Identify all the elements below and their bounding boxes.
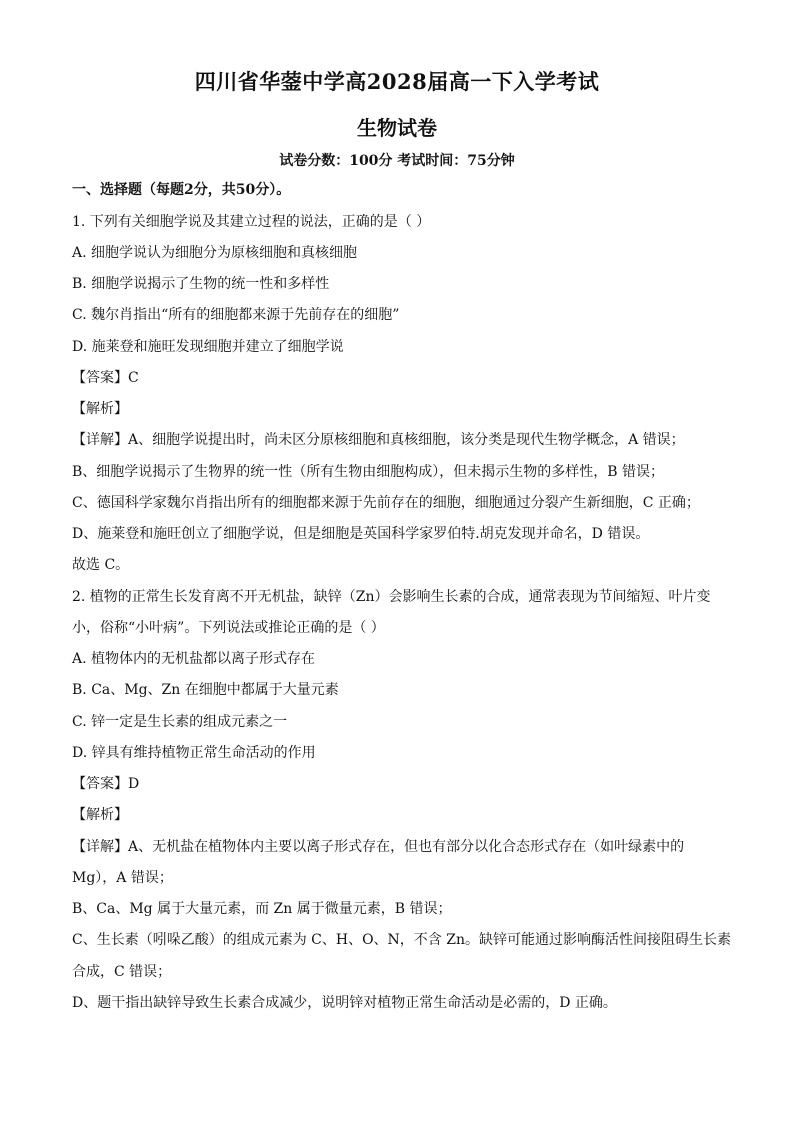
q1-option-d: D. 施莱登和施旺发现细胞并建立了细胞学说 bbox=[72, 339, 344, 355]
q1-detail-line: D、施莱登和施旺创立了细胞学说，但是细胞是英国科学家罗伯特.胡克发现并命名，D 错误。 bbox=[72, 526, 650, 542]
q2-answer: 【答案】D bbox=[72, 776, 140, 792]
q1-analysis-label: 【解析】 bbox=[72, 401, 128, 417]
q2-detail-line: C、生长素（吲哚乙酸）的组成元素为 C、H、O、N，不含 Zn。缺锌可能通过影响酶活性间接阻碍生长素 bbox=[72, 932, 732, 948]
q2-stem-line: 2. 植物的正常生长发育离不开无机盐，缺锌（Zn）会影响生长素的合成，通常表现为节间缩短、叶片变 bbox=[72, 589, 711, 605]
q2-option-d: D. 锌具有维持植物正常生命活动的作用 bbox=[72, 745, 316, 761]
q1-answer: 【答案】C bbox=[72, 370, 139, 386]
q1-conclusion: 故选 C。 bbox=[72, 557, 130, 573]
q2-option-b: B. Ca、Mg、Zn 在细胞中都属于大量元素 bbox=[72, 682, 339, 698]
q1-detail-line: B、细胞学说揭示了生物界的统一性（所有生物由细胞构成），但未揭示生物的多样性，B 错误； bbox=[72, 464, 665, 480]
q2-analysis-label: 【解析】 bbox=[72, 807, 128, 823]
q2-detail-line: D、题干指出缺锌导致生长素合成减少，说明锌对植物正常生命活动是必需的，D 正确。 bbox=[72, 995, 617, 1011]
q2-detail-line: 合成，C 错误； bbox=[72, 964, 172, 980]
q2-option-a: A. 植物体内的无机盐都以离子形式存在 bbox=[72, 651, 316, 667]
exam-subtitle: 生物试卷 bbox=[357, 116, 437, 140]
q1-detail-line: 【详解】A、细胞学说提出时，尚未区分原核细胞和真核细胞，该分类是现代生物学概念，A 错误； bbox=[72, 432, 685, 448]
section-heading: 一、选择题（每题2分，共50分）。 bbox=[72, 182, 291, 198]
exam-title: 四川省华蓥中学高2028届高一下入学考试 bbox=[194, 69, 600, 94]
q2-option-c: C. 锌一定是生长素的组成元素之一 bbox=[72, 714, 288, 730]
exam-info: 试卷分数：100分 考试时间：75分钟 bbox=[279, 153, 515, 169]
q1-option-a: A. 细胞学说认为细胞分为原核细胞和真核细胞 bbox=[72, 245, 358, 261]
q1-stem: 1. 下列有关细胞学说及其建立过程的说法，正确的是（ ） bbox=[72, 214, 431, 230]
q1-detail-line: C、德国科学家魏尔肖指出所有的细胞都来源于先前存在的细胞，细胞通过分裂产生新细胞，C 正确； bbox=[72, 495, 700, 511]
q2-detail-line: B、Ca、Mg 属于大量元素，而 Zn 属于微量元素，B 错误； bbox=[72, 901, 452, 917]
q1-option-c: C. 魏尔肖指出“所有的细胞都来源于先前存在的细胞” bbox=[72, 307, 400, 323]
q2-detail-line: 【详解】A、无机盐在植物体内主要以离子形式存在，但也有部分以化合态形式存在（如叶绿素中的 bbox=[72, 839, 685, 855]
q2-detail-line: Mg），A 错误； bbox=[72, 870, 173, 886]
q1-option-b: B. 细胞学说揭示了生物的统一性和多样性 bbox=[72, 276, 330, 292]
q2-stem-line: 小，俗称“小叶病”。下列说法或推论正确的是（ ） bbox=[72, 620, 385, 636]
